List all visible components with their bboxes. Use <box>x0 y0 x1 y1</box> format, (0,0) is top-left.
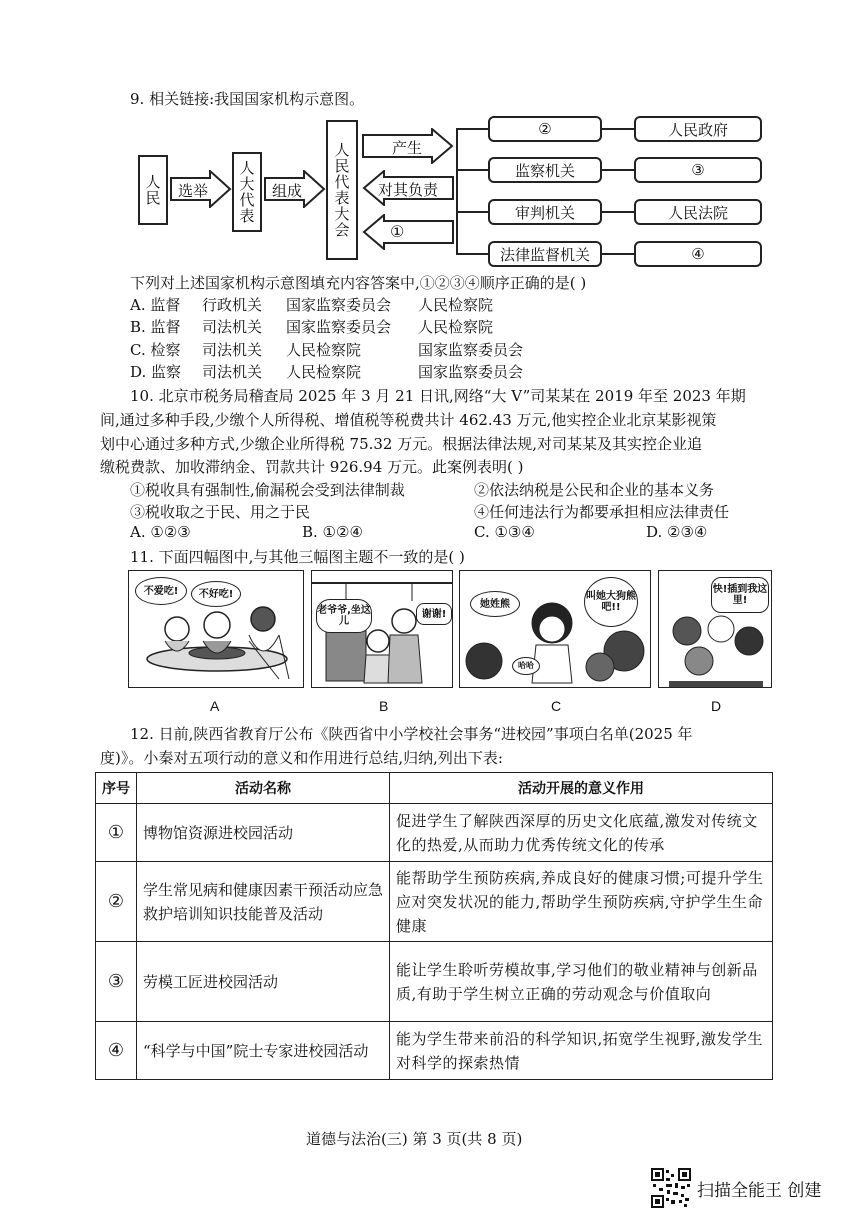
q9-option-d-c1: 司法机关 <box>202 363 263 381</box>
q9-option-a-c2: 国家监察委员会 <box>286 296 392 314</box>
row4-right-box: ④ <box>634 241 762 267</box>
bracket-line <box>456 169 488 171</box>
q10-statement-1: ①税收具有强制性,偷漏税会受到法律制裁 <box>130 481 405 499</box>
row-number: ④ <box>96 1022 137 1080</box>
table-row <box>96 804 773 862</box>
speech-bubble: 老爷爷,坐这儿 <box>316 599 372 633</box>
row-connector <box>602 169 634 171</box>
diagram-congress: 人民代表大会 <box>326 120 358 260</box>
q9-option-a-c1: 行政机关 <box>202 296 263 314</box>
q10-statement-3: ③税收取之于民、用之于民 <box>130 503 311 521</box>
row-meaning: 能让学生聆听劳模故事,学习他们的敬业精神与创新品质,有助于学生树立正确的劳动观念与价值取向 <box>390 942 773 1022</box>
diagram-people: 人民 <box>138 155 168 225</box>
responsible-label: 对其负责 <box>378 181 439 199</box>
row4-left-box: 法律监督机关 <box>488 241 602 267</box>
row-activity: “科学与中国”院士专家进校园活动 <box>137 1022 390 1080</box>
q9-option-b-c3: 人民检察院 <box>418 318 494 336</box>
row1-right-box: 人民政府 <box>634 116 762 142</box>
row-meaning: 能为学生带来前沿的科学知识,拓宽学生视野,激发学生对科学的探索热情 <box>390 1022 773 1080</box>
q10-choice-c: C. ①③④ <box>474 523 535 541</box>
row-meaning: 能帮助学生预防疾病,养成良好的健康习惯;可提升学生应对突发状况的能力,帮助学生预防疾病,守护学生生命健康 <box>390 862 773 942</box>
activity-table <box>95 772 773 1080</box>
qr-code-icon <box>651 1168 691 1208</box>
q9-option-d-c2: 人民检察院 <box>286 363 362 381</box>
q10-statement-4: ④任何违法行为都要承担相应法律责任 <box>474 503 730 521</box>
diagram-deputies: 人大代表 <box>232 152 262 232</box>
elect-label: 选举 <box>178 182 209 200</box>
q11-stem: 11. 下面四幅图中,与其他三幅图主题不一致的是( ) <box>130 548 465 566</box>
table-header-row <box>96 773 773 804</box>
row1-left-box: ② <box>488 116 602 142</box>
row2-right-box: ③ <box>634 157 762 183</box>
q10-line3: 划中心通过多种方式,少缴企业所得税 75.32 万元。根据法律法规,对司某某及其实控企业追 <box>100 435 703 453</box>
q10-line1: 10. 北京市税务局稽查局 2025 年 3 月 21 日讯,网络“大 V”司某某在 2019 年至 2023 年期 <box>130 387 746 405</box>
row2-left-box: 监察机关 <box>488 157 602 183</box>
speech-bubble: 叫她大狗熊吧!! <box>584 577 638 627</box>
bracket-line <box>456 253 488 255</box>
cartoon-d-label: D <box>711 698 722 714</box>
q9-option-c-c1: 司法机关 <box>202 341 263 359</box>
page-footer: 道德与法治(三) 第 3 页(共 8 页) <box>306 1130 523 1148</box>
q9-option-b-label: B. 监督 <box>130 318 181 336</box>
q10-choice-b: B. ①②④ <box>302 523 363 541</box>
row-connector <box>602 128 634 130</box>
cartoon-b-label: B <box>379 698 389 714</box>
table-row <box>96 862 773 942</box>
q9-option-d-c3: 国家监察委员会 <box>418 363 524 381</box>
q12-line1: 12. 日前,陕西省教育厅公布《陕西省中小学校社会事务“进校园”事项白名单(2025 年 <box>130 725 693 743</box>
speech-bubble: 快!插到我这里! <box>711 577 769 613</box>
speech-bubble: 谢谢! <box>416 603 452 625</box>
q10-choice-a: A. ①②③ <box>130 523 191 541</box>
header-activity: 活动名称 <box>137 773 390 804</box>
row-connector <box>602 211 634 213</box>
speech-bubble: 不好吃! <box>191 581 241 607</box>
row-activity: 学生常见病和健康因素干预活动应急救护培训知识技能普及活动 <box>137 862 390 942</box>
q12-line2: 度)》。小秦对五项行动的意义和作用进行总结,归纳,列出下表: <box>100 749 503 767</box>
cartoon-a-label: A <box>210 698 220 714</box>
cartoon-b <box>311 570 453 688</box>
q9-option-b-c1: 司法机关 <box>202 318 263 336</box>
row-connector <box>602 253 634 255</box>
speech-bubble: 她姓熊 <box>470 591 520 617</box>
speech-bubble: 不爱吃! <box>135 577 187 605</box>
produce-label: 产生 <box>392 139 423 157</box>
supervise-arrow-icon <box>362 214 454 250</box>
row-number: ② <box>96 862 137 942</box>
scanner-watermark: 扫描全能王 创建 <box>697 1181 822 1201</box>
q9-option-a-c3: 人民检察院 <box>418 296 494 314</box>
row-meaning: 促进学生了解陕西深厚的历史文化底蕴,激发对传统文化的热爱,从而助力优秀传统文化的传承 <box>390 804 773 862</box>
table-row <box>96 942 773 1022</box>
bracket-vertical <box>456 128 458 254</box>
row3-right-box: 人民法院 <box>634 199 762 225</box>
bracket-line <box>456 128 488 130</box>
row-number: ① <box>96 804 137 862</box>
bracket-line <box>456 211 488 213</box>
q9-option-c-c3: 国家监察委员会 <box>418 341 524 359</box>
header-meaning: 活动开展的意义作用 <box>390 773 773 804</box>
cartoon-a <box>128 570 304 688</box>
q9-stem: 9. 相关链接:我国国家机构示意图。 <box>130 90 365 108</box>
q10-line2: 间,通过多种手段,少缴个人所得税、增值税等税费共计 462.43 万元,他实控企业北京某影视策 <box>100 411 717 429</box>
table-row <box>96 1022 773 1080</box>
q9-option-a-label: A. 监督 <box>130 296 181 314</box>
cartoon-d <box>658 570 772 688</box>
cartoon-c <box>459 570 651 688</box>
row3-left-box: 审判机关 <box>488 199 602 225</box>
q10-choice-d: D. ②③④ <box>646 523 708 541</box>
form-label: 组成 <box>272 182 303 200</box>
speech-bubble: 哈哈 <box>512 657 540 675</box>
q9-option-d-label: D. 监察 <box>130 363 182 381</box>
q9-option-c-c2: 人民检察院 <box>286 341 362 359</box>
header-number: 序号 <box>96 773 137 804</box>
cartoon-c-label: C <box>551 698 562 714</box>
blank-1-label: ① <box>390 222 405 241</box>
q10-line4: 缴税费款、加收滞纳金、罚款共计 926.94 万元。此案例表明( ) <box>100 458 524 476</box>
row-number: ③ <box>96 942 137 1022</box>
q9-question: 下列对上述国家机构示意图填充内容答案中,①②③④顺序正确的是( ) <box>130 274 587 292</box>
q9-option-b-c2: 国家监察委员会 <box>286 318 392 336</box>
q10-statement-2: ②依法纳税是公民和企业的基本义务 <box>474 481 715 499</box>
q9-option-c-label: C. 检察 <box>130 341 181 359</box>
row-activity: 博物馆资源进校园活动 <box>137 804 390 862</box>
row-activity: 劳模工匠进校园活动 <box>137 942 390 1022</box>
